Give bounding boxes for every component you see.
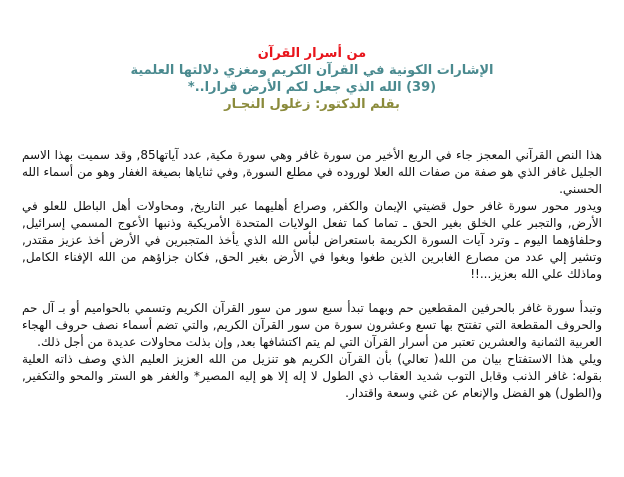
paragraph-spacer: [22, 283, 602, 300]
article-body: [22, 147, 602, 402]
series-title: من أسرار القرآن: [257, 46, 367, 61]
article-title: الإشارات الكونية في القرآن الكريم ومغزي دلالتها العلمية: [130, 63, 494, 78]
paragraph-4: ويلي هذا الاستفتاح بيان من الله( تعالي) بأن القرآن الكريم هو تنزيل من الله العزيز العليم الذي وصف ذاته العلية بقوله: غافر الذنب وقابل التوب شديد العقاب ذي الطول لا إله إلا هو إليه المصير* والغفر هو الستر والمحو والتكفير, و(الطول) هو الفضل والإنعام عن غني وسعة واقتدار.: [22, 352, 602, 400]
paragraph-2: ويدور محور سورة غافر حول قضيتي الإيمان والكفر, وصراع أهليهما عبر التاريخ, ومحاولات أهل الباطل للعلو في الأرض, والتجبر علي الخلق بغير الحق ـ تماما كما تفعل الولايات المتحدة الأمريكية وذنبها الأعوج المسمي إسرائيل, وحلفاؤهما اليوم ـ وترد آيات السورة الكريمة باستعراض لبأس الله الذي يأخذ المتجبرين في الأرض أخذ عزيز مقتدر, وتشير إلي عدد من مصارع الغابرين الذين طغوا وبغوا في الأرض بغير الحق, فكان جزاؤهم من الله الإفناء الكامل, وماذلك علي الله بعزيز...!!: [22, 199, 602, 281]
author-byline: بقلم الدكتور: زغلول النجـار: [224, 97, 400, 112]
paragraph-1: هذا النص القرآني المعجز جاء في الربع الأخير من سورة غافر وهي سورة مكية, عدد آياتها85, وقد سميت بهذا الاسم الجليل غافر الذي هو صفة من صفات الله العلا لوروده في مطلع السورة, وفي ثناياها بصيغة الغفار وهو من أسماء الله الحسني.: [22, 148, 603, 196]
verse-heading: (39) الله الذي جعل لكم الأرض قرارا..*: [187, 80, 437, 95]
paragraph-3: وتبدأ سورة غافر بالحرفين المقطعين حم وبهما تبدأ سبع سور من سور القرآن الكريم وتسمي بالحواميم أو بـ آل حم والحروف المقطعة التي تفتتح بها تسع وعشرون سورة من سور القرآن الكريم, والتي تضم أسماء نصف حروف الهجاء العربية الثمانية والعشرين تعتبر من أسرار القرآن التي لم يتم اكتشافها بعد, وإن بذلت محاولات عديدة من أجل ذلك.: [22, 301, 602, 349]
article-header: [0, 45, 624, 113]
